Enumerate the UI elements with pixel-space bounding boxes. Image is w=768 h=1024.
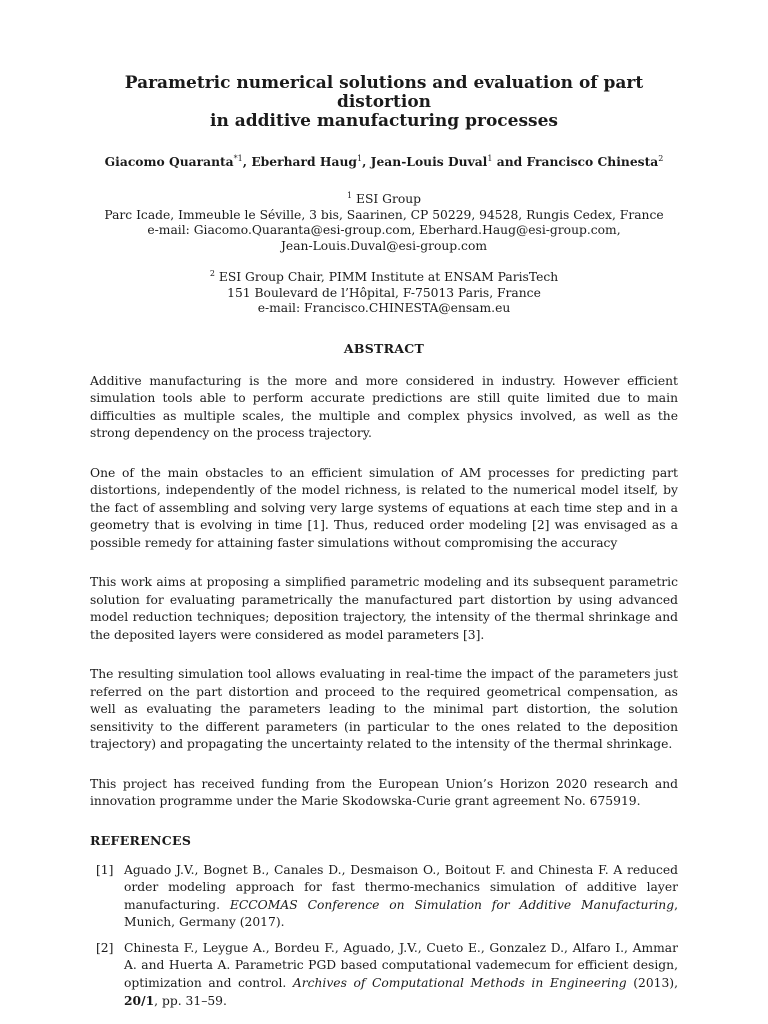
funding-paragraph: This project has received funding from the European Union’s Horizon 2020 research and innovation programme under the Marie Skodowska-Curie grant agreement No. 675919.	[90, 776, 678, 809]
affiliation-email-continued: Jean-Louis.Duval@esi-group.com	[280, 238, 488, 253]
reference-number: [2]	[96, 940, 114, 955]
title-line-2: in additive manufacturing processes	[210, 111, 558, 131]
affiliation-mark: 1	[346, 191, 353, 201]
author-name: Eberhard Haug	[251, 154, 357, 170]
affiliation-mark: 2	[209, 269, 215, 279]
abstract-paragraph: Additive manufacturing is the more and more considered in industry. However efficient simulation tools able to perform accurate predictions are still quite limited due to main difficulties as multiple scales, the multiple and complex physics involved, as well as the strong dependency on the process trajectory.	[90, 373, 678, 441]
author-affiliation-mark: 2	[658, 154, 664, 163]
author-separator: ,	[362, 154, 371, 170]
affiliation-1	[90, 188, 678, 254]
author-separator: ,	[242, 154, 252, 170]
paper-title	[90, 74, 678, 131]
abstract-paragraph: One of the main obstacles to an efficient simulation of AM processes for predicting part distortions, independently of the model richness, is related to the numerical model itself, by the fact of assembling and solving very large systems of equations at each time step and in a geometry that is evolving in time [1]. Thus, reduced order modeling [2] was envisaged as a possible remedy for attaining faster simulations without compromising the accuracy	[90, 465, 678, 550]
abstract-heading: ABSTRACT	[343, 340, 425, 356]
affiliation-address: 151 Boulevard de l’Hôpital, F-75013 Paris, France	[227, 285, 541, 300]
author-list	[90, 151, 678, 170]
author-affiliation-mark: 1	[487, 154, 493, 163]
abstract-paragraph: This work aims at proposing a simplified parametric modeling and its subsequent parametric solution for evaluating parametrically the manufactured part distortion by using advanced model reduction techniques; deposition trajectory, the intensity of the thermal shrinkage and the deposited layers were considered as model parameters [3].	[90, 575, 678, 642]
reference-journal: Archives of Computational Methods in Engineering	[292, 975, 627, 990]
author-name: Giacomo Quaranta	[104, 154, 234, 170]
abstract-paragraph: The resulting simulation tool allows evaluating in real-time the impact of the parameters just referred on the part distortion and proceed to the required geometrical compensation, as well as evaluating the parameters leading to the minimal part distortion, the solution sensitivity to the different parameters (in particular to the ones related to the deposition trajectory) and propagating the uncertainty related to the intensity of the thermal shrinkage.	[90, 667, 678, 752]
paper-page	[90, 74, 678, 1011]
affiliation-2	[90, 266, 678, 317]
affiliation-name: ESI Group Chair, PIMM Institute at ENSAM ParisTech	[218, 270, 559, 285]
reference-number: [1]	[96, 862, 114, 877]
author-name: Jean-Louis Duval	[370, 154, 488, 170]
references-heading: REFERENCES	[90, 832, 192, 848]
reference-item	[90, 940, 678, 1011]
author-affiliation-mark: 1	[356, 154, 363, 163]
author-name: Francisco Chinesta	[526, 154, 659, 170]
affiliation-email: e-mail: Francisco.CHINESTA@ensam.eu	[257, 301, 511, 316]
author-separator: and	[492, 154, 527, 170]
reference-text: Chinesta F., Leygue A., Bordeu F., Aguado, J.V., Cueto E., Gonzalez D., Alfaro I., Ammar A. and Huerta A. Parametric PGD based computational vademecum for efficient design, optimization and control. Archives of Computational Methods in Engineering (2013), 20/1, pp. 31–59.	[124, 940, 678, 1009]
title-line-1: Parametric numerical solutions and evaluation of part distortion	[124, 73, 644, 112]
reference-volume: 20/1	[124, 993, 155, 1009]
reference-item	[90, 862, 678, 932]
author-affiliation-mark: *1	[233, 154, 243, 163]
affiliation-name: ESI Group	[355, 192, 422, 207]
affiliation-email: e-mail: Giacomo.Quaranta@esi-group.com, Eberhard.Haug@esi-group.com,	[147, 223, 621, 238]
reference-text: Aguado J.V., Bognet B., Canales D., Desmaison O., Boitout F. and Chinesta F. A reduced order modeling approach for fast thermo-mechanics simulation of additive layer manufacturing. ECCOMAS Conference on Simulation for Additive Manufacturing, Munich, Germany (2017).	[124, 862, 679, 930]
reference-journal: ECCOMAS Conference on Simulation for Additive Manufacturing	[229, 897, 675, 912]
affiliation-address: Parc Icade, Immeuble le Séville, 3 bis, Saarinen, CP 50229, 94528, Rungis Cedex, France	[104, 207, 664, 222]
